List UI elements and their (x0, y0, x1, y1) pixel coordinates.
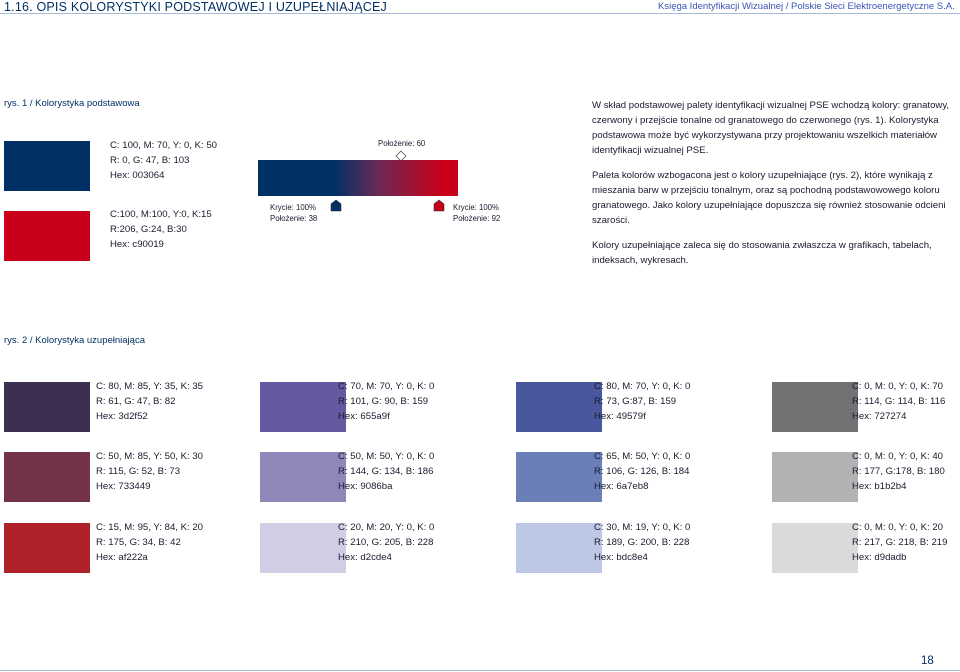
color-spec (594, 449, 690, 494)
color-swatch (516, 523, 602, 573)
fig1-caption: rys. 1 / Kolorystyka podstawowa (4, 98, 140, 109)
spec-line: R: 114, G: 114, B: 116 (852, 396, 946, 407)
spec-line: Hex: b1b2b4 (852, 481, 907, 492)
spec-line: R: 210, G: 205, B: 228 (338, 537, 434, 548)
color-swatch (772, 452, 858, 502)
spec-line: R: 106, G: 126, B: 184 (594, 466, 690, 477)
gradient-left-label (270, 202, 317, 224)
color-spec (338, 379, 434, 424)
label-line: Położenie: 38 (270, 214, 318, 223)
spec-line: C: 0, M: 0, Y: 0, K: 20 (852, 522, 944, 533)
spec-line: C: 100, M: 70, Y: 0, K: 50 (110, 140, 218, 151)
spec-line: C:100, M:100, Y:0, K:15 (110, 209, 212, 220)
section-title: 1.16. OPIS KOLORYSTYKI PODSTAWOWEJ I UZUPEŁNIAJĄCEJ (4, 0, 387, 14)
footer-divider (0, 670, 960, 671)
spec-line: Hex: d2cde4 (338, 552, 392, 563)
color-spec (338, 449, 434, 494)
color-swatch (260, 382, 346, 432)
spec-line: R: 0, G: 47, B: 103 (110, 155, 190, 166)
color-spec (96, 379, 203, 424)
swatch-navy (4, 141, 90, 191)
spec-line: Hex: 49579f (594, 411, 646, 422)
color-spec (852, 520, 947, 565)
color-swatch (772, 382, 858, 432)
header-divider (0, 13, 960, 14)
spec-line: C: 70, M: 70, Y: 0, K: 0 (338, 381, 435, 392)
label-line: Położenie: 92 (453, 214, 501, 223)
spec-line: R: 189, G: 200, B: 228 (594, 537, 690, 548)
spec-line: R: 73, G:87, B: 159 (594, 396, 677, 407)
spec-red (110, 207, 212, 252)
spec-line: Hex: c90019 (110, 239, 164, 250)
color-swatch (4, 452, 90, 502)
spec-line: R: 115, G: 52, B: 73 (96, 466, 181, 477)
spec-navy (110, 138, 217, 183)
spec-line: Hex: 727274 (852, 411, 907, 422)
color-stop-red-icon (433, 199, 445, 212)
spec-line: Hex: bdc8e4 (594, 552, 648, 563)
spec-line: R: 144, G: 134, B: 186 (338, 466, 434, 477)
spec-line: C: 30, M: 19, Y: 0, K: 0 (594, 522, 691, 533)
color-spec (852, 379, 945, 424)
color-swatch (4, 382, 90, 432)
spec-line: C: 0, M: 0, Y: 0, K: 40 (852, 451, 944, 462)
fig2-caption: rys. 2 / Kolorystyka uzupełniająca (4, 335, 145, 346)
spec-line: Hex: 733449 (96, 481, 151, 492)
spec-line: Hex: 6a7eb8 (594, 481, 649, 492)
gradient-mid-label: Położenie: 60 (378, 139, 426, 148)
spec-line: C: 80, M: 85, Y: 35, K: 35 (96, 381, 204, 392)
spec-line: C: 80, M: 70, Y: 0, K: 0 (594, 381, 691, 392)
color-spec (96, 449, 203, 494)
spec-line: R:206, G:24, B:30 (110, 224, 187, 235)
color-spec (594, 520, 690, 565)
spec-line: C: 15, M: 95, Y: 84, K: 20 (96, 522, 204, 533)
label-line: Krycie: 100% (270, 203, 316, 212)
navy-to-red-gradient (258, 160, 458, 196)
spec-line: R: 101, G: 90, B: 159 (338, 396, 429, 407)
spec-line: C: 0, M: 0, Y: 0, K: 70 (852, 381, 944, 392)
color-swatch (516, 452, 602, 502)
spec-line: Hex: 003064 (110, 170, 165, 181)
book-title: Księga Identyfikacji Wizualnej / Polskie Sieci Elektroenergetyczne S.A. (658, 1, 955, 12)
spec-line: Hex: af222a (96, 552, 148, 563)
spec-line: R: 61, G: 47, B: 82 (96, 396, 176, 407)
gradient-right-label (453, 202, 500, 224)
spec-line: C: 65, M: 50, Y: 0, K: 0 (594, 451, 691, 462)
color-swatch (516, 382, 602, 432)
color-spec (594, 379, 690, 424)
label-line: Krycie: 100% (453, 203, 499, 212)
paragraph-1: W skład podstawowej palety identyfikacji wizualnej PSE wchodzą kolory: granatowy, czerwony i przejście tonalne od granatowego do czerwonego (rys. 1). Kolorystyka podstawowa może być wykorzystywana przy projektowaniu wszelkich materiałów identyfikacji wizualnej PSE. (592, 100, 950, 156)
spec-line: Hex: d9dadb (852, 552, 907, 563)
color-swatch (772, 523, 858, 573)
color-spec (96, 520, 203, 565)
color-swatch (4, 523, 90, 573)
page-number: 18 (921, 655, 934, 667)
color-stop-navy-icon (330, 199, 342, 212)
spec-line: C: 20, M: 20, Y: 0, K: 0 (338, 522, 435, 533)
spec-line: R: 175, G: 34, B: 42 (96, 537, 181, 548)
spec-line: R: 177, G:178, B: 180 (852, 466, 945, 477)
color-swatch (260, 523, 346, 573)
spec-line: C: 50, M: 85, Y: 50, K: 30 (96, 451, 204, 462)
spec-line: R: 217, G: 218, B: 219 (852, 537, 948, 548)
swatch-red (4, 211, 90, 261)
spec-line: Hex: 9086ba (338, 481, 393, 492)
paragraph-3: Kolory uzupełniające zaleca się do stosowania zwłaszcza w grafikach, tabelach, indeksach, wykresach. (592, 240, 932, 266)
color-spec (338, 520, 434, 565)
color-spec (852, 449, 945, 494)
spec-line: C: 50, M: 50, Y: 0, K: 0 (338, 451, 435, 462)
spec-line: Hex: 655a9f (338, 411, 390, 422)
paragraph-2: Paleta kolorów wzbogacona jest o kolory uzupełniające (rys. 2), które wynikają z mieszania barw w przejściu tonalnym, oraz są pochodną podstawowowego koloru granatowego. Jako kolory uzupełniające dopuszcza się również stosowanie odcieni szarości. (592, 170, 946, 226)
spec-line: Hex: 3d2f52 (96, 411, 148, 422)
color-swatch (260, 452, 346, 502)
